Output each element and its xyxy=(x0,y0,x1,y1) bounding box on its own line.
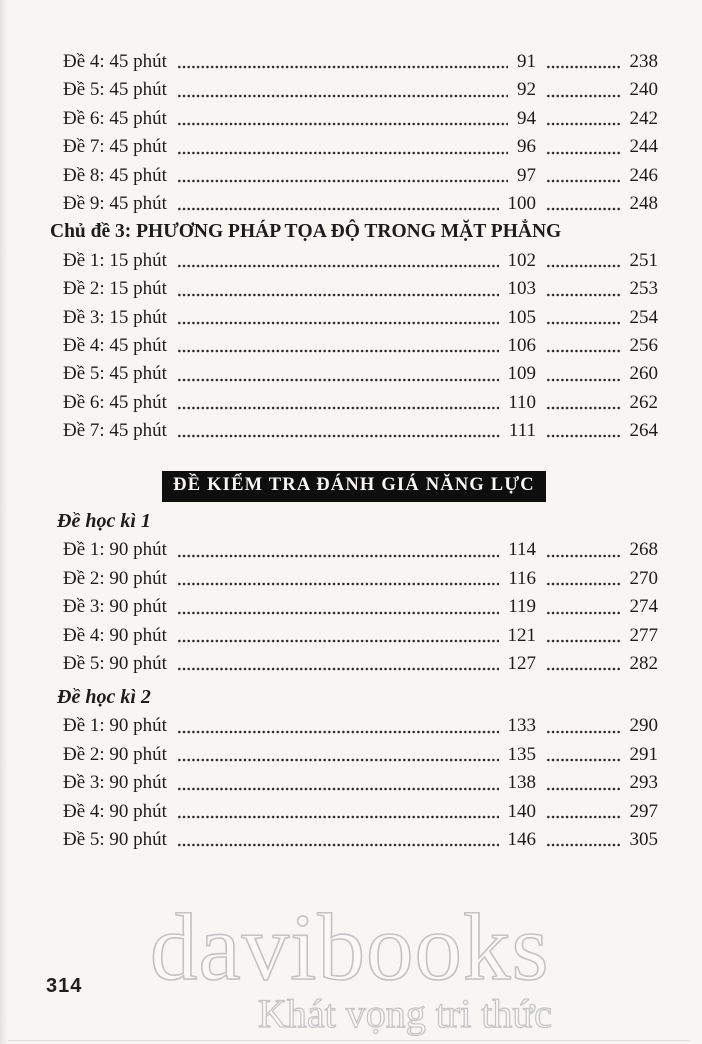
toc-entry-row xyxy=(50,622,658,650)
banner-title: ĐỀ KIỂM TRA ĐÁNH GIÁ NĂNG LỰC xyxy=(162,471,546,502)
entry-label: Đề 7: 45 phút xyxy=(63,136,167,158)
dot-leader xyxy=(177,434,500,438)
entry-page-number: 94 xyxy=(517,107,536,129)
entry-label: Đề 6: 45 phút xyxy=(63,107,167,129)
entry-label: Đề 3: 90 phút xyxy=(63,596,167,618)
toc-entry-row xyxy=(50,105,658,133)
dot-leader xyxy=(177,94,508,98)
entry-answer-page-number: 253 xyxy=(629,278,658,300)
toc-entry-row xyxy=(50,536,658,564)
entry-answer-page-number: 268 xyxy=(629,539,658,561)
toc-entry-row xyxy=(50,247,658,275)
banner xyxy=(50,471,658,502)
entry-label: Đề 3: 15 phút xyxy=(63,306,167,328)
toc-entry-row xyxy=(50,650,658,678)
dot-leader xyxy=(546,179,622,183)
dot-leader xyxy=(546,378,622,382)
dot-leader xyxy=(546,667,622,671)
entry-answer-page-number: 277 xyxy=(629,624,658,646)
watermark-brand: davibooks xyxy=(150,894,550,1000)
entry-answer-page-number: 246 xyxy=(629,164,658,186)
toc-entry-row xyxy=(50,741,658,769)
entry-answer-page-number: 248 xyxy=(629,192,658,214)
entry-label: Đề 5: 90 phút xyxy=(63,828,167,850)
toc-entry-row xyxy=(50,304,658,332)
toc-entry-row xyxy=(50,798,658,826)
toc-entry-row xyxy=(50,593,658,621)
dot-leader xyxy=(546,434,622,438)
dot-leader xyxy=(177,582,499,586)
dot-leader xyxy=(546,65,622,69)
toc-entry-row xyxy=(50,133,658,161)
watermark-slogan: Khát vọng tri thức xyxy=(258,991,552,1036)
entry-page-number: 102 xyxy=(507,249,536,271)
dot-leader xyxy=(177,151,508,155)
dot-leader xyxy=(177,554,499,558)
dot-leader xyxy=(546,293,622,297)
entry-answer-page-number: 270 xyxy=(629,567,658,589)
dot-leader xyxy=(546,582,622,586)
entry-page-number: 92 xyxy=(517,79,536,101)
toc-entry-row xyxy=(50,826,658,854)
toc-entry-row xyxy=(50,417,658,445)
dot-leader xyxy=(177,843,499,847)
entry-label: Đề 2: 15 phút xyxy=(63,278,167,300)
entry-page-number: 97 xyxy=(517,164,536,186)
toc-entry-row xyxy=(50,275,658,303)
entry-answer-page-number: 262 xyxy=(629,391,658,413)
entry-label: Đề 1: 15 phút xyxy=(63,249,167,271)
entry-label: Đề 3: 90 phút xyxy=(63,772,167,794)
entry-label: Đề 7: 45 phút xyxy=(63,420,167,442)
entry-label: Đề 4: 45 phút xyxy=(63,51,167,72)
toc-entry-row xyxy=(50,389,658,417)
dot-leader xyxy=(177,293,499,297)
entry-answer-page-number: 290 xyxy=(629,715,658,737)
entry-page-number: 140 xyxy=(507,800,536,822)
entry-page-number: 111 xyxy=(508,420,536,442)
dot-leader xyxy=(546,94,622,98)
entry-label: Đề 2: 90 phút xyxy=(63,743,167,765)
entry-answer-page-number: 260 xyxy=(629,363,658,385)
toc-entry-row xyxy=(50,76,658,104)
dot-leader xyxy=(177,321,499,325)
entry-page-number: 103 xyxy=(507,278,536,300)
dot-leader xyxy=(546,321,622,325)
dot-leader xyxy=(177,264,499,268)
toc-entry-row xyxy=(50,712,658,740)
entry-page-number: 146 xyxy=(507,828,536,850)
entry-answer-page-number: 274 xyxy=(629,596,658,618)
dot-leader xyxy=(177,787,499,791)
entry-answer-page-number: 291 xyxy=(629,743,658,765)
toc-entry-row xyxy=(50,769,658,797)
dot-leader xyxy=(177,815,499,819)
entry-page-number: 133 xyxy=(507,715,536,737)
dot-leader xyxy=(177,349,499,353)
entry-label: Đề 4: 90 phút xyxy=(63,800,167,822)
dot-leader xyxy=(546,554,622,558)
dot-leader xyxy=(546,406,622,410)
entry-answer-page-number: 305 xyxy=(629,828,658,850)
entry-label: Đề 5: 90 phút xyxy=(63,653,167,675)
dot-leader xyxy=(177,758,499,762)
entry-answer-page-number: 242 xyxy=(629,107,658,129)
toc-entry-row xyxy=(50,332,658,360)
page-number: 314 xyxy=(46,975,83,997)
entry-page-number: 96 xyxy=(517,136,536,158)
chapter-header: Chủ đề 3: PHƯƠNG PHÁP TỌA ĐỘ TRONG MẶT PHẲNG xyxy=(50,221,562,243)
dot-leader xyxy=(177,611,499,615)
entry-label: Đề 4: 90 phút xyxy=(63,624,167,646)
dot-leader xyxy=(546,264,622,268)
dot-leader xyxy=(546,730,622,734)
entry-label: Đề 1: 90 phút xyxy=(63,539,167,561)
entry-label: Đề 2: 90 phút xyxy=(63,567,167,589)
toc-entry-row xyxy=(50,162,658,190)
dot-leader xyxy=(177,730,499,734)
dot-leader xyxy=(546,122,622,126)
dot-leader xyxy=(177,378,499,382)
dot-leader xyxy=(546,611,622,615)
dot-leader xyxy=(546,207,622,211)
toc-entry-row xyxy=(50,48,658,76)
entry-page-number: 109 xyxy=(507,363,536,385)
entry-page-number: 114 xyxy=(508,539,536,561)
entry-page-number: 127 xyxy=(507,653,536,675)
semester-header: Đề học kì 1 xyxy=(57,510,151,533)
entry-page-number: 105 xyxy=(507,306,536,328)
entry-answer-page-number: 251 xyxy=(629,249,658,271)
dot-leader xyxy=(177,65,508,69)
entry-answer-page-number: 238 xyxy=(629,51,658,72)
toc-entry-row xyxy=(50,190,658,218)
entry-answer-page-number: 264 xyxy=(629,420,658,442)
entry-page-number: 119 xyxy=(508,596,536,618)
dot-leader xyxy=(546,151,622,155)
entry-label: Đề 8: 45 phút xyxy=(63,164,167,186)
entry-answer-page-number: 293 xyxy=(629,772,658,794)
entry-page-number: 100 xyxy=(507,192,536,214)
dot-leader xyxy=(546,787,622,791)
entry-answer-page-number: 240 xyxy=(629,79,658,101)
entry-page-number: 135 xyxy=(507,743,536,765)
dot-leader xyxy=(177,406,499,410)
entry-answer-page-number: 244 xyxy=(629,136,658,158)
entry-answer-page-number: 256 xyxy=(629,334,658,356)
semester-header: Đề học kì 2 xyxy=(57,686,151,709)
entry-label: Đề 9: 45 phút xyxy=(63,192,167,214)
entry-answer-page-number: 282 xyxy=(629,653,658,675)
entry-page-number: 121 xyxy=(507,624,536,646)
entry-label: Đề 5: 45 phút xyxy=(63,363,167,385)
dot-leader xyxy=(177,207,499,211)
entry-page-number: 138 xyxy=(507,772,536,794)
dot-leader xyxy=(177,639,499,643)
dot-leader xyxy=(177,667,499,671)
entry-page-number: 106 xyxy=(507,334,536,356)
toc-entry-row xyxy=(50,565,658,593)
entry-page-number: 110 xyxy=(508,391,536,413)
dot-leader xyxy=(177,179,508,183)
dot-leader xyxy=(546,843,622,847)
entry-label: Đề 4: 45 phút xyxy=(63,334,167,356)
dot-leader xyxy=(546,815,622,819)
dot-leader xyxy=(546,758,622,762)
entry-page-number: 116 xyxy=(508,567,536,589)
toc-entry-row xyxy=(50,360,658,388)
entry-answer-page-number: 297 xyxy=(629,800,658,822)
dot-leader xyxy=(546,349,622,353)
entry-label: Đề 6: 45 phút xyxy=(63,391,167,413)
entry-answer-page-number: 254 xyxy=(629,306,658,328)
entry-label: Đề 1: 90 phút xyxy=(63,715,167,737)
entry-page-number: 91 xyxy=(517,51,536,72)
entry-label: Đề 5: 45 phút xyxy=(63,79,167,101)
dot-leader xyxy=(177,122,508,126)
dot-leader xyxy=(546,639,622,643)
